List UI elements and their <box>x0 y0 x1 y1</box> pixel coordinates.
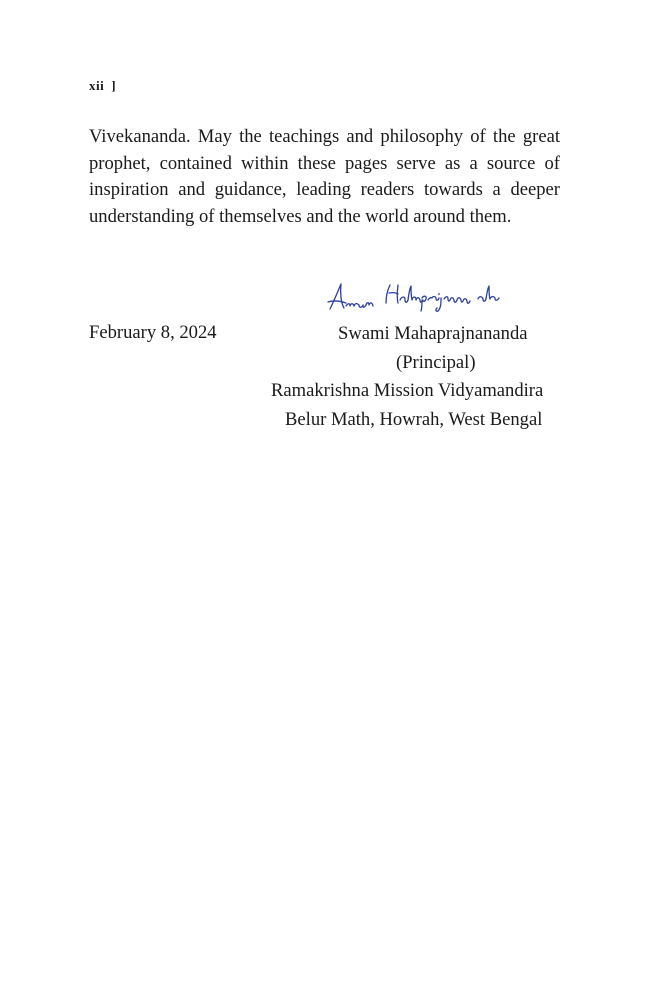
signature-block <box>260 320 570 434</box>
page-header <box>89 78 116 94</box>
body-paragraph: Vivekananda. May the teachings and philosophy of the great prophet, contained within these pages serve as a source of inspiration and guidance, leading readers towards a deeper understanding of themselves and the world around them. <box>89 126 560 227</box>
signatory-role: (Principal) <box>396 351 476 373</box>
signatory-organization: Ramakrishna Mission Vidyamandira <box>271 380 544 401</box>
handwritten-signature <box>326 281 536 317</box>
signatory-address: Belur Math, Howrah, West Bengal <box>285 408 543 430</box>
date: February 8, 2024 <box>89 322 217 343</box>
page-number: xii <box>89 78 105 93</box>
page-number-bracket: ] <box>111 78 117 93</box>
signatory-name: Swami Mahaprajnananda <box>338 323 528 344</box>
